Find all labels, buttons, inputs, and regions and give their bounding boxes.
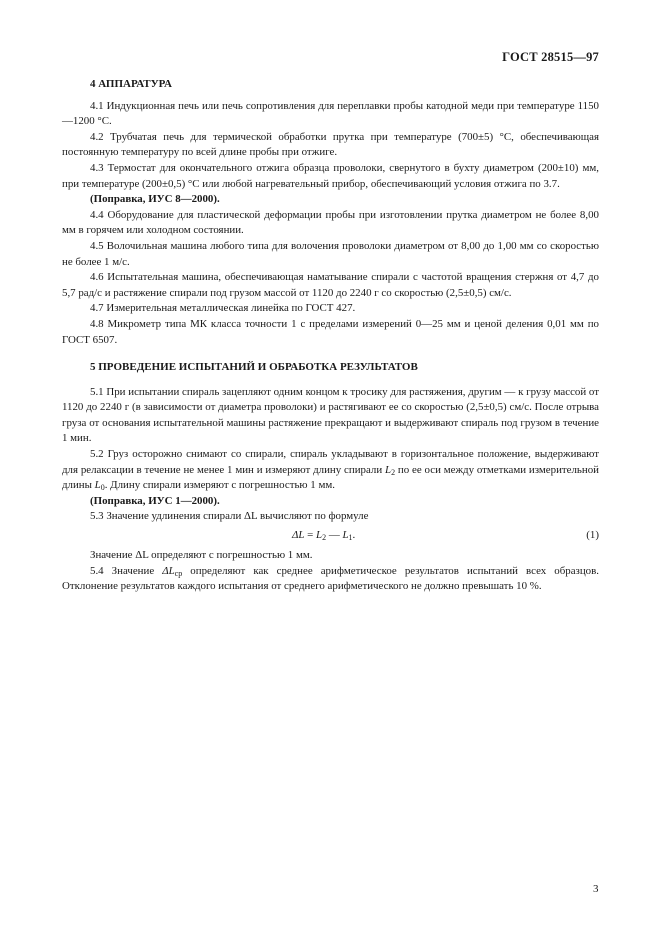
para-4-3: 4.3 Термостат для окончательного отжига образца проволоки, свернутого в бухту диаметром (200±10) мм, при температуре (200±0,5) °С или любой нагревательный прибор, обеспечивающий условия отжига по 3.7. [62, 161, 599, 190]
para-5-2 [62, 447, 599, 494]
para-4-5: 4.5 Волочильная машина любого типа для волочения проволоки диаметром от 8,00 до 1,00 мм со скоростью не более 1 м/с. [62, 239, 599, 268]
symbol-l2: L [385, 463, 392, 476]
para-4-8: 4.8 Микрометр типа МК класса точности 1 с пределами измерений 0—25 мм и ценой деления 0,01 мм по ГОСТ 6507. [62, 317, 599, 346]
para-4-1 [62, 99, 599, 130]
symbol-delta-l-avg: ΔL [162, 564, 175, 577]
section-5-title: 5 ПРОВЕДЕНИЕ ИСПЫТАНИЙ И ОБРАБОТКА РЕЗУЛЬТАТОВ [90, 361, 418, 374]
para-4-2: 4.2 Трубчатая печь для термической обработки прутка при температуре (700±5) °С, обеспечивающая постоянную температуру по всей длине пробы при отжиге. [62, 130, 599, 159]
para-5-2-text-b: по ее оси между отметками измерительной длины [62, 463, 599, 492]
symbol-delta-l-avg-sub: ср [174, 568, 183, 578]
page-content [62, 77, 599, 595]
page-number: 3 [593, 883, 599, 895]
para-4-4: 4.4 Оборудование для пластической деформации пробы при изготовлении прутка диаметром не более 8,00 мм в горячем или холодном состоянии. [62, 208, 599, 237]
para-4-7: 4.7 Измерительная металлическая линейка по ГОСТ 427. [90, 302, 356, 315]
correction-note-1: (Поправка, ИУС 8—2000). [90, 193, 220, 206]
para-5-3-after: Значение ΔL определяют с погрешностью 1 мм. [90, 549, 313, 562]
para-5-2-text-a: 5.2 Груз осторожно снимают со спирали, спираль укладывают в горизонтальное положение, выдерживают для релаксации в течение не менее 1 мин и измеряют длину спирали [62, 448, 599, 476]
para-4-1-text: 4.1 Индукционная печь или печь сопротивления для переплавки пробы катодной меди при температуре 1150—1200 °С. [62, 99, 599, 128]
doc-code-header: ГОСТ 28515—97 [502, 50, 599, 64]
para-4-6: 4.6 Испытательная машина, обеспечивающая наматывание спирали с частотой вращения стержня от 4,7 до 5,7 рад/с и растяжение спирали под грузом массой от 1120 до 2240 г со скоростью (2,5±0,5) см/с. [62, 271, 599, 299]
formula-row [62, 528, 599, 546]
para-5-3: 5.3 Значение удлинения спирали ΔL вычисляют по формуле [90, 510, 369, 523]
para-5-4: 5.4 Значение $\Delta L_{ср}$ определяют как среднее арифметическое результатов испытаний всех образцов. Отклонение результатов каждого испытания от среднего арифметического не должно превышать 10 %. [62, 564, 599, 593]
symbol-l2-sub: 2 [391, 467, 396, 477]
section-4-title: 4 АППАРАТУРА [90, 78, 172, 90]
para-5-1: 5.1 При испытании спираль зацепляют одним концом к тросику для растяжения, другим — к грузу массой от 1120 до 2240 г (в зависимости от диаметра проволоки) и растягивают ее со скоростью (2,5±0,5) см/с. После отрыва груза от основания испытательной машины растяжение прекращают и выдерживают спираль под грузом в течение 1 мин. [62, 385, 599, 445]
equation-number: (1) [586, 529, 599, 542]
para-5-2-text-c: . Длину спирали измеряют с погрешностью 1 мм. [104, 479, 335, 492]
symbol-l0-sub: 0 [100, 483, 105, 493]
formula: $\Delta L = L_2$ — $L_1$. [292, 529, 356, 543]
correction-note-2: (Поправка, ИУС 1—2000). [90, 494, 220, 507]
symbol-l0: L [94, 479, 101, 492]
